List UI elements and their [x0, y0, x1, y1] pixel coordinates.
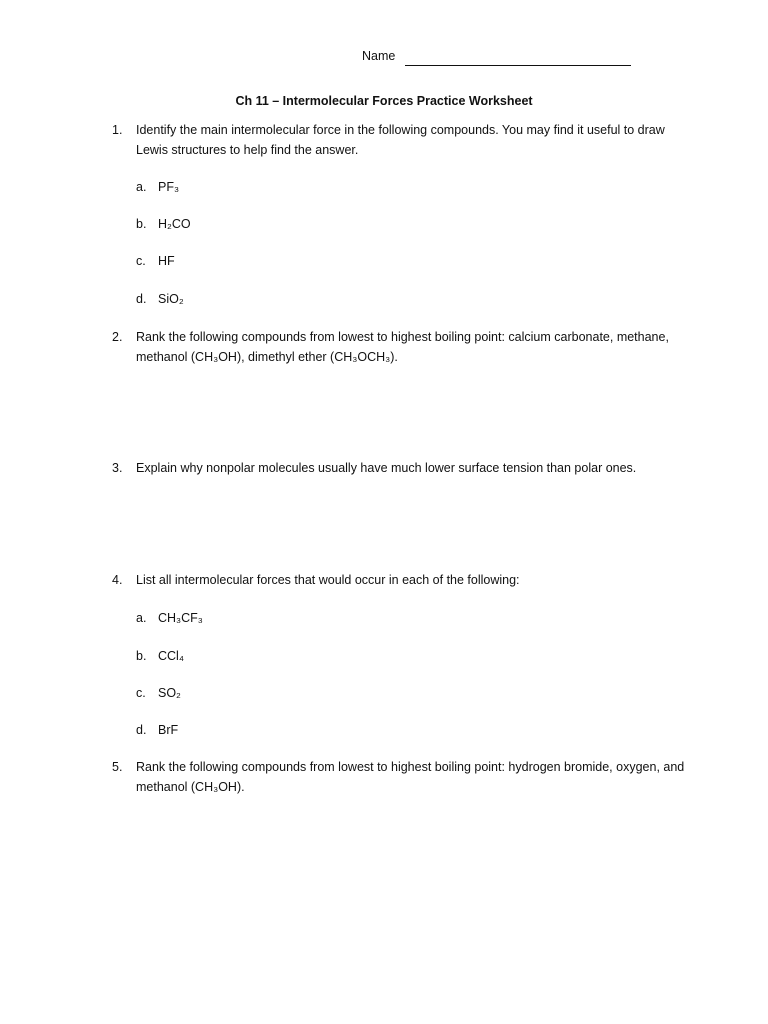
part-formula: SO₂ — [158, 686, 181, 700]
question-number: 5. — [112, 760, 123, 774]
question-text: Identify the main intermolecular force in the following compounds. You may find it useful to draw Lewis structures to help find the answer. — [136, 123, 665, 157]
question-number: 4. — [112, 573, 123, 587]
question-number: 2. — [112, 330, 123, 344]
part-formula: H₂CO — [158, 217, 191, 231]
name-blank-line[interactable] — [405, 49, 631, 66]
question-1 — [112, 120, 692, 160]
question-5 — [112, 757, 692, 797]
part-formula: PF₃ — [158, 180, 180, 194]
question-1-part-b — [136, 214, 191, 234]
name-field-row — [362, 46, 631, 66]
part-letter: d. — [136, 292, 147, 306]
question-4 — [112, 570, 692, 590]
question-4-part-b — [136, 646, 184, 666]
part-formula: HF — [158, 254, 175, 268]
question-text: Explain why nonpolar molecules usually have much lower surface tension than polar ones. — [136, 461, 637, 475]
part-letter: c. — [136, 686, 146, 700]
question-number: 3. — [112, 461, 123, 475]
part-formula: CH₃CF₃ — [158, 611, 203, 625]
question-text: Rank the following compounds from lowest to highest boiling point: calcium carbonate, methane, methanol (CH₃OH), dimethyl ether (CH₃OCH₃). — [136, 330, 669, 364]
name-label: Name — [362, 49, 396, 63]
part-letter: b. — [136, 649, 147, 663]
question-1-part-c — [136, 251, 175, 271]
part-letter: b. — [136, 217, 147, 231]
question-1-part-a — [136, 177, 179, 197]
part-letter: a. — [136, 611, 147, 625]
question-3 — [112, 458, 692, 478]
question-text: List all intermolecular forces that would occur in each of the following: — [136, 573, 520, 587]
question-2 — [112, 327, 692, 367]
question-4-part-a — [136, 608, 203, 628]
question-number: 1. — [112, 123, 123, 137]
question-4-part-c — [136, 683, 181, 703]
question-text: Rank the following compounds from lowest to highest boiling point: hydrogen bromide, oxygen, and methanol (CH₃OH). — [136, 760, 685, 794]
part-formula: SiO₂ — [158, 292, 184, 306]
part-letter: a. — [136, 180, 147, 194]
question-4-part-d — [136, 720, 178, 740]
part-letter: c. — [136, 254, 146, 268]
part-formula: CCl₄ — [158, 649, 184, 663]
worksheet-title: Ch 11 – Intermolecular Forces Practice Worksheet — [235, 94, 533, 108]
question-1-part-d — [136, 289, 184, 309]
part-formula: BrF — [158, 723, 179, 737]
part-letter: d. — [136, 723, 147, 737]
